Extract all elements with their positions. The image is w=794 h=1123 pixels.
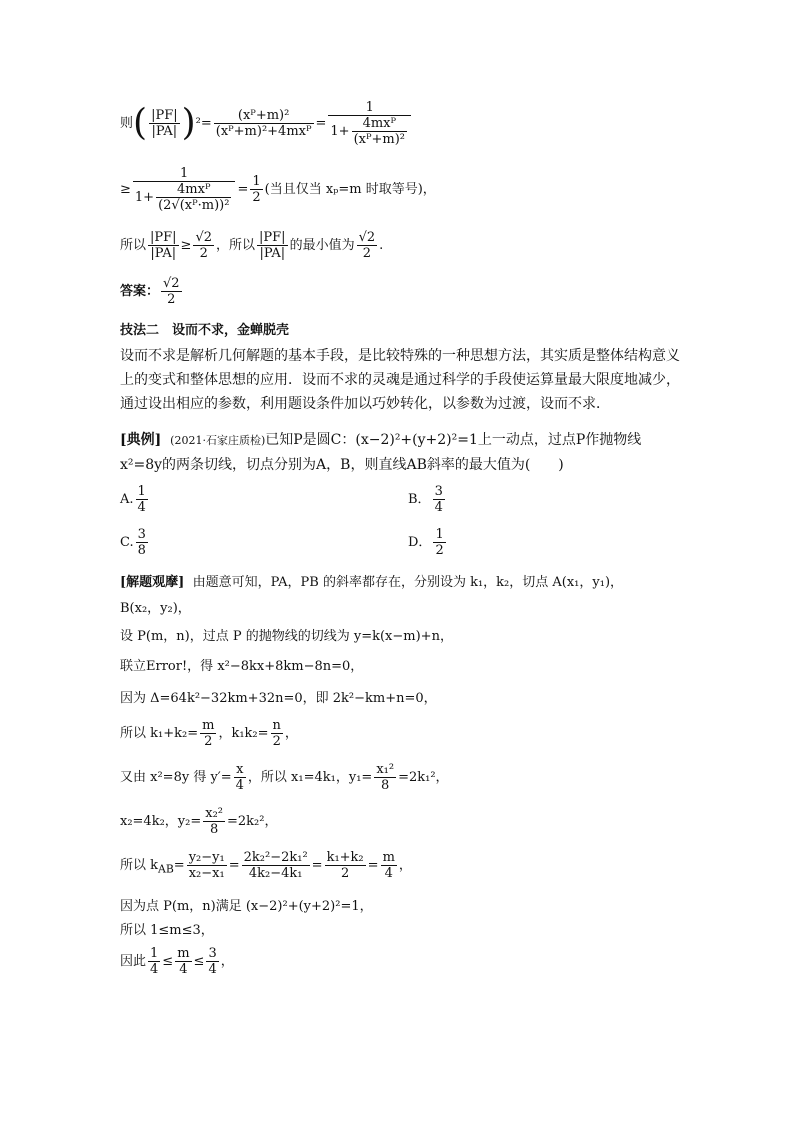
solution-line-10: 因为点 P(m，n)满足 (x−2)²+(y+2)²=1， xyxy=(120,899,373,914)
solution-line-1: [解题观摩] 由题意可知，PA，PB 的斜率都存在，分别设为 k₁，k₂，切点 A(x₁，y₁)， xyxy=(120,575,624,590)
solution-line-11: 所以 1≤m≤3， xyxy=(120,923,214,938)
fraction: $\frac{√2}{2}$ xyxy=(163,276,180,307)
text: (当且仅当 xₚ=m 时取等号)， xyxy=(264,182,436,197)
solution-line-4: 联立Error!，得 x²−8kx+8km−8n=0， xyxy=(120,659,364,674)
text: 则 xyxy=(120,116,134,131)
formula-line-1 xyxy=(120,100,413,147)
paren: ( xyxy=(133,102,148,144)
fraction: $\frac{|PF|}{|PA|}$ xyxy=(259,230,286,261)
fraction: $\frac{|PF|}{|PA|}$ xyxy=(151,108,178,139)
example-problem: [典例] (2021·石家庄质检)已知P是圆C：(x−2)²+(y+2)²=1上一动点，过点P作抛物线x²=8y的两条切线，切点分别为A，B，则直线AB斜率的最大值为( ) xyxy=(120,432,642,473)
solution-line-8: x₂=4k₂，y₂= $\frac{\text{x₂²}}{8}$ =2k₂²， xyxy=(120,806,278,837)
fraction: 1 1+ $\frac{\text{4mxᴾ}}{\text{(xᴾ+m)²}}$ xyxy=(328,100,411,147)
formula-line-2 xyxy=(120,166,436,213)
solution-line-5: 因为 Δ=64k²−32km+32n=0，即 2k²−km+n=0， xyxy=(120,691,437,706)
solution-line-2: B(x₂，y₂)， xyxy=(120,601,191,616)
text: = xyxy=(315,116,327,131)
text: = xyxy=(237,182,249,197)
intro-paragraph: 设而不求是解析几何解题的基本手段，是比较特殊的一种思想方法，其实质是整体结构意义上的变式和整体思想的应用．设而不求的灵魂是通过科学的手段使运算量最大限度地减少，通过设出相应的参数，利用题设条件加以巧妙转化，以参数为过渡，设而不求． xyxy=(120,348,680,412)
solution-line-12: 因此 $\frac{1}{4}$ ≤ $\frac{m}{4}$ ≤ $\frac{3}{4}$ ， xyxy=(120,946,234,977)
fraction: $\frac{√2}{2}$ xyxy=(195,230,213,261)
fraction: $\frac{1}{2}$ xyxy=(252,174,261,205)
fraction: $\frac{|PF|}{|PA|}$ xyxy=(150,230,177,261)
section-heading: 技法二 设而不求，金蝉脱壳 xyxy=(120,323,290,338)
option-b[interactable]: B． $\frac{3}{4}$ xyxy=(408,484,443,515)
paren: ) xyxy=(181,102,196,144)
text: ²= xyxy=(195,116,212,131)
solution-line-3: 设 P(m，n)，过点 P 的抛物线的切线为 y=k(x−m)+n， xyxy=(120,629,453,644)
fraction: 1 1+ $\frac{\text{4mxᴾ}}{\text{(2√(xᴾ·m))²}}$ xyxy=(133,166,236,213)
solution-line-7: 又由 x²=8y 得 y′= $\frac{x}{4}$ ，所以 x₁=4k₁，y₁= $\frac{\text{x₁²}}{8}$ =2k₁²， xyxy=(120,762,449,793)
fraction: $\frac{√2}{2}$ xyxy=(358,230,376,261)
option-d[interactable]: D． $\frac{1}{2}$ xyxy=(408,527,444,558)
fraction: $\frac{\text{(xᴾ+m)²}}{\text{(xᴾ+m)²+4mxᴾ}}$ xyxy=(215,108,312,139)
formula-line-3: 所以 $\frac{|PF|}{|PA|}$ ≥ $\frac{√2}{2}$ ，所以 $\frac{|PF|}{|PA|}$ 的最小值为 $\frac{√2}{2}$ . xyxy=(120,230,384,261)
solution-line-9: 所以 $k_{AB}=$ $\frac{\text{y₂−y₁}}{\text{x₂−x₁}}$ = $\frac{\text{2k₂²−2k₁²}}{\text{4k₂−4k₁}}$ = $\frac{\text{k₁+k₂}}{2}$ = $\frac{m}{4}$ ， xyxy=(120,850,412,881)
text: ≥ xyxy=(120,182,131,197)
solution-line-6: 所以 k₁+k₂= $\frac{m}{2}$ ，k₁k₂= $\frac{n}{2}$ ， xyxy=(120,718,298,749)
answer: 答案： $\frac{√2}{2}$ xyxy=(120,276,180,307)
option-a[interactable]: A. $\frac{1}{4}$ xyxy=(120,484,146,515)
option-c[interactable]: C. $\frac{3}{8}$ xyxy=(120,527,146,558)
